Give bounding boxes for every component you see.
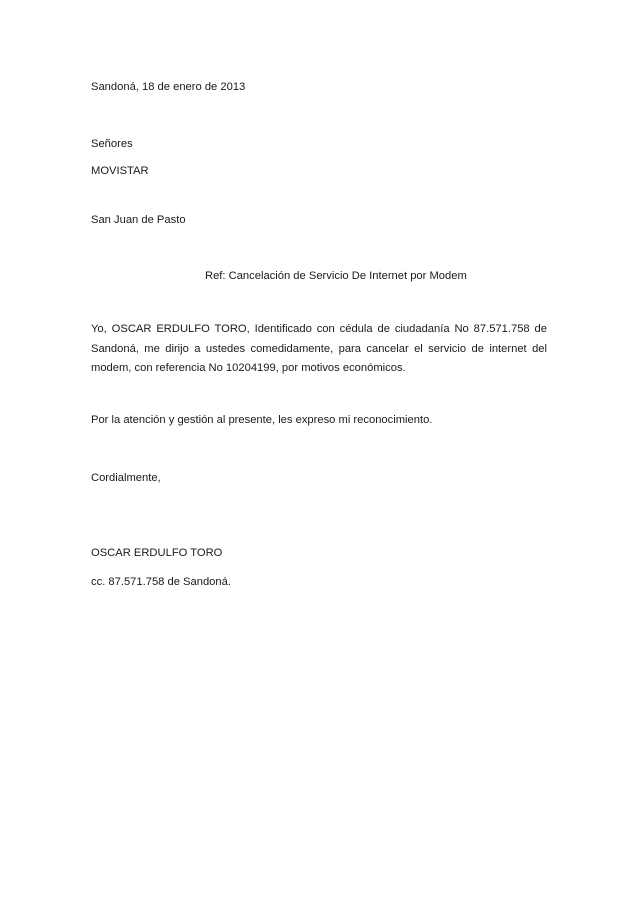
reference-line: Ref: Cancelación de Servicio De Internet por Modem [205,270,467,282]
body-paragraph: Yo, OSCAR ERDULFO TORO, Identificado con cédula de ciudadanía No 87.571.758 de Sandoná, me dirijo a ustedes comedidamente, para cancelar el servicio de internet del modem, con referencia No 10204199, por motivos económicos. [91,323,547,374]
salutation: Señores [91,138,133,150]
recipient-company: MOVISTAR [91,165,149,177]
recipient-city: San Juan de Pasto [91,214,186,226]
date-line: Sandoná, 18 de enero de 2013 [91,81,246,93]
thanks-paragraph: Por la atención y gestión al presente, les expreso mi reconocimiento. [91,414,433,426]
signer-name: OSCAR ERDULFO TORO [91,547,223,559]
signer-id: cc. 87.571.758 de Sandoná. [91,576,231,588]
closing: Cordialmente, [91,472,161,484]
